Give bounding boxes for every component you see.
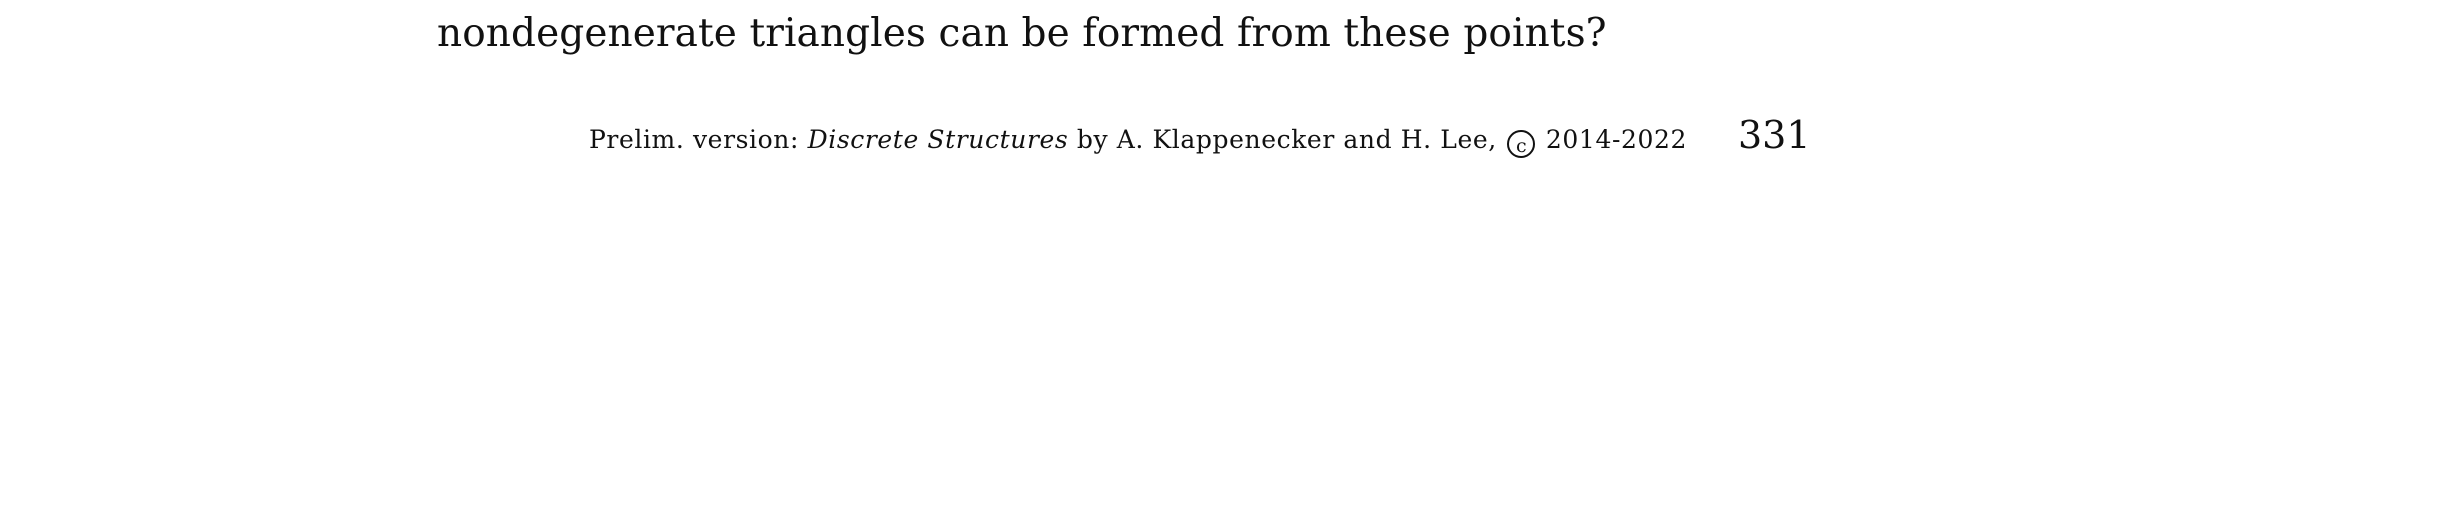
- footer-authors: by A. Klappenecker and H. Lee,: [1076, 125, 1497, 154]
- exercise-text-line: nondegenerate triangles can be formed from these points?: [437, 11, 1607, 56]
- footer-book-title: Discrete Structures: [807, 125, 1069, 154]
- running-footer: [589, 124, 1687, 158]
- footer-years: 2014-2022: [1545, 125, 1688, 154]
- footer-prefix: Prelim. version:: [589, 125, 800, 154]
- copyright-icon: c: [1507, 130, 1535, 158]
- page-number: 331: [1738, 113, 1811, 157]
